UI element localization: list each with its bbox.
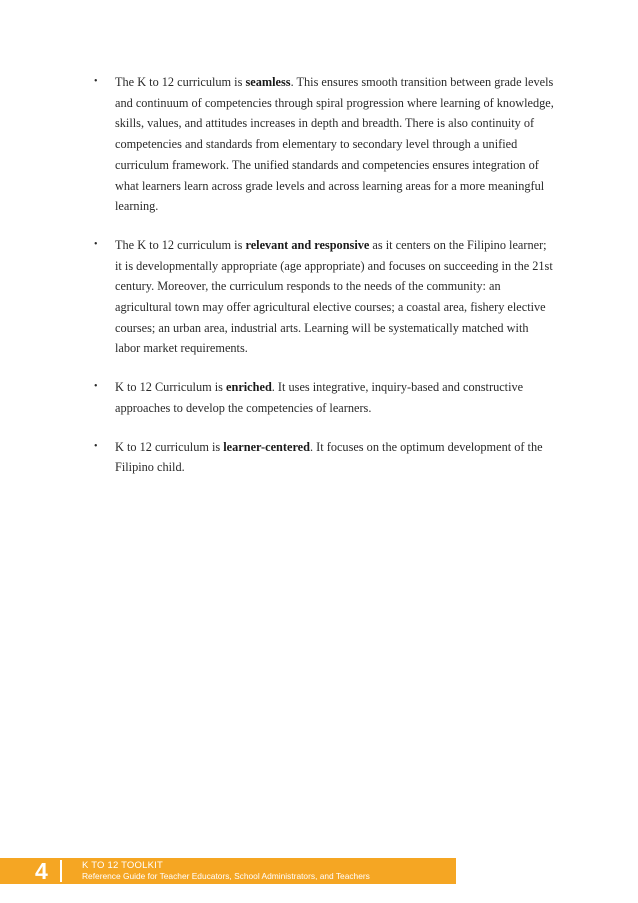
bullet-text-body: as it centers on the Filipino learner; it is developmentally appropriate (age appropriate) and focuses on succeeding in the 21st century. Moreover, the curriculum responds to the needs of the community: an agricultural town may offer agricultural elective courses; a coastal area, fishery elective courses; an urban area, industrial arts. Learning will be systematically matched with labor market requirements. — [115, 237, 553, 356]
footer-subtitle: Reference Guide for Teacher Educators, School Administrators, and Teachers — [82, 871, 370, 881]
bullet-text-body: . This ensures smooth transition between grade levels and continuum of competencies through spiral progression where learning of knowledge, skills, values, and attitudes increases in depth and breadth. There is also continuity of competencies and standards from elementary to secondary level through a unified curriculum framework. The unified standards and competencies ensures integration of what learners learn across grade levels and across learning areas for a more meaningful learning. — [115, 75, 554, 214]
page-footer-bar — [0, 858, 456, 884]
bullet-text-lead: K to 12 curriculum is — [115, 439, 224, 454]
bullet-item-enriched — [94, 377, 554, 418]
bullet-icon: • — [94, 76, 98, 87]
bullet-icon: • — [94, 440, 98, 452]
bullet-icon: • — [94, 381, 98, 393]
bullet-text-lead: The K to 12 curriculum is — [115, 237, 246, 252]
bullet-keyword: enriched — [226, 380, 272, 395]
bullet-keyword: learner-centered — [223, 439, 310, 454]
bullet-text-lead: K to 12 Curriculum is — [115, 380, 227, 395]
bullet-keyword: relevant and responsive — [245, 237, 370, 252]
bullet-icon: • — [94, 238, 98, 250]
curriculum-bullet-list — [94, 72, 554, 496]
footer-title: K TO 12 TOOLKIT — [82, 860, 163, 871]
bullet-text-body: . It uses integrative, inquiry-based and constructive approaches to develop the competencies of learners. — [115, 380, 524, 415]
bullet-item-relevant — [94, 235, 554, 359]
bullet-keyword: seamless — [245, 75, 291, 89]
bullet-item-learner-centered — [94, 437, 554, 478]
bullet-item-seamless — [94, 72, 554, 217]
footer-divider — [60, 860, 62, 882]
bullet-text-body: . It focuses on the optimum development of the Filipino child. — [115, 439, 543, 475]
page-number: 4 — [35, 858, 48, 884]
bullet-text-lead: The K to 12 curriculum is — [115, 75, 246, 89]
